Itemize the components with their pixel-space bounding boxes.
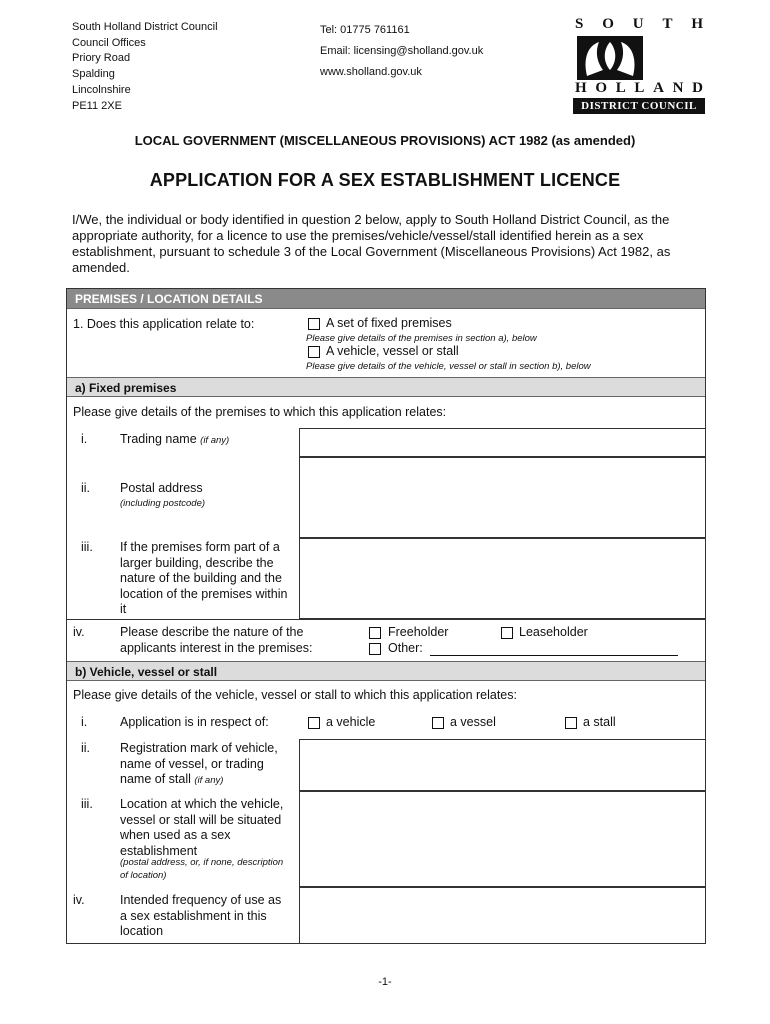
interest-label: Please describe the nature of the applicants interest in the premises:: [120, 625, 313, 655]
logo-letter: T: [662, 16, 673, 32]
fixed-premises-checkbox[interactable]: [308, 318, 320, 330]
label-text: Trading name: [120, 432, 197, 446]
item-number: i.: [81, 432, 88, 446]
trading-name-field[interactable]: [299, 428, 705, 457]
freeholder-checkbox[interactable]: [369, 627, 381, 639]
item-number: iii.: [81, 540, 93, 554]
logo-letter: L: [634, 80, 645, 96]
stall-type-checkbox[interactable]: [565, 717, 577, 729]
item-number: ii.: [81, 741, 91, 755]
intro-paragraph: I/We, the individual or body identified in question 2 below, apply to South Holland District Council, as the appropriate authority, for a licence to use the premises/vehicle/vessel/stall identified herein as a sex establishment, pursuant to schedule 3 of the Local Government (Miscellaneous Provisions) Act 1982, as amended.: [72, 212, 671, 275]
vehicle-label: A vehicle, vessel or stall: [326, 344, 459, 358]
logo-letter: S: [575, 16, 584, 32]
registration-label: [120, 741, 296, 789]
postal-address-label: Postal address: [120, 481, 203, 495]
other-input[interactable]: [430, 655, 678, 656]
council-logo: [573, 16, 705, 114]
label-note: (if any): [200, 435, 230, 446]
address-line: Spalding: [72, 68, 115, 81]
section-a-intro: Please give details of the premises to which this application relates:: [73, 405, 447, 419]
freeholder-label: Freeholder: [388, 625, 449, 639]
item-number: iv.: [73, 893, 85, 907]
leaseholder-checkbox[interactable]: [501, 627, 513, 639]
q1-label: 1. Does this application relate to:: [73, 317, 255, 331]
location-field[interactable]: [299, 791, 705, 887]
label-note: (if any): [194, 775, 224, 786]
fixed-premises-label: A set of fixed premises: [326, 316, 452, 330]
act-title: LOCAL GOVERNMENT (MISCELLANEOUS PROVISIONS) ACT 1982 (as amended): [134, 133, 636, 148]
postal-address-note: (including postcode): [120, 498, 206, 509]
logo-letter: L: [615, 80, 626, 96]
logo-letter: O: [602, 16, 614, 32]
building-description-field[interactable]: [299, 538, 705, 619]
address-line: South Holland District Council: [72, 21, 218, 33]
respect-of-label: Application is in respect of:: [120, 715, 269, 729]
address-line: Lincolnshire: [72, 83, 131, 96]
building-description-label: If the premises form part of a larger building, describe the nature of the building and the location of the premises within it: [120, 540, 288, 616]
vehicle-checkbox[interactable]: [308, 346, 320, 358]
telephone: Tel: 01775 761161: [320, 24, 410, 36]
section-b-heading: b) Vehicle, vessel or stall: [67, 661, 705, 681]
address-line: PE11 2XE: [72, 99, 122, 112]
location-label: Location at which the vehicle, vessel or stall will be situated when used as a sex establishment: [120, 797, 284, 858]
stall-type-label: a stall: [583, 715, 616, 729]
logo-letter: H: [691, 16, 703, 32]
section-b-intro: Please give details of the vehicle, vessel or stall to which this application relates:: [73, 688, 517, 702]
vessel-type-checkbox[interactable]: [432, 717, 444, 729]
postal-address-field[interactable]: [299, 457, 705, 538]
fixed-premises-note: Please give details of the premises in section a), below: [306, 333, 537, 344]
vessel-type-label: a vessel: [450, 715, 496, 729]
tulip-emblem-icon: [577, 36, 643, 80]
page-number: -1-: [378, 976, 392, 988]
address-line: Council Offices: [72, 36, 146, 49]
trading-name-label: [120, 432, 229, 449]
section-a-heading: a) Fixed premises: [67, 377, 705, 397]
leaseholder-label: Leaseholder: [519, 625, 588, 639]
registration-field[interactable]: [299, 739, 705, 791]
page-title: APPLICATION FOR A SEX ESTABLISHMENT LICENCE: [149, 170, 621, 190]
council-contact: [320, 20, 483, 83]
item-number: iv.: [73, 625, 85, 639]
divider: [67, 619, 705, 620]
logo-letter: U: [632, 16, 644, 32]
vehicle-note: Please give details of the vehicle, vessel or stall in section b), below: [306, 361, 591, 372]
logo-letter: H: [575, 80, 587, 96]
premises-heading: PREMISES / LOCATION DETAILS: [67, 289, 705, 309]
vehicle-type-label: a vehicle: [326, 715, 376, 729]
item-number: i.: [81, 715, 88, 729]
item-number: ii.: [81, 481, 91, 495]
website: www.sholland.gov.uk: [320, 66, 422, 78]
other-label: Other:: [388, 641, 423, 655]
item-number: iii.: [81, 797, 93, 811]
vehicle-type-checkbox[interactable]: [308, 717, 320, 729]
frequency-field[interactable]: [299, 887, 705, 943]
application-form: [66, 288, 706, 944]
logo-band: DISTRICT COUNCIL: [573, 98, 705, 114]
label-text: Registration mark of vehicle, name of vessel, or trading name of stall: [120, 741, 278, 786]
location-note: (postal address, or, if none, description of location): [120, 857, 284, 881]
email: Email: licensing@sholland.gov.uk: [320, 45, 484, 57]
address-line: Priory Road: [72, 52, 131, 65]
logo-letter: A: [653, 80, 664, 96]
council-address: [72, 20, 218, 114]
logo-letter: D: [692, 80, 703, 96]
other-checkbox[interactable]: [369, 643, 381, 655]
logo-letter: O: [595, 80, 608, 96]
logo-letter: N: [672, 80, 684, 96]
frequency-label: Intended frequency of use as a sex establishment in this location: [120, 893, 282, 938]
